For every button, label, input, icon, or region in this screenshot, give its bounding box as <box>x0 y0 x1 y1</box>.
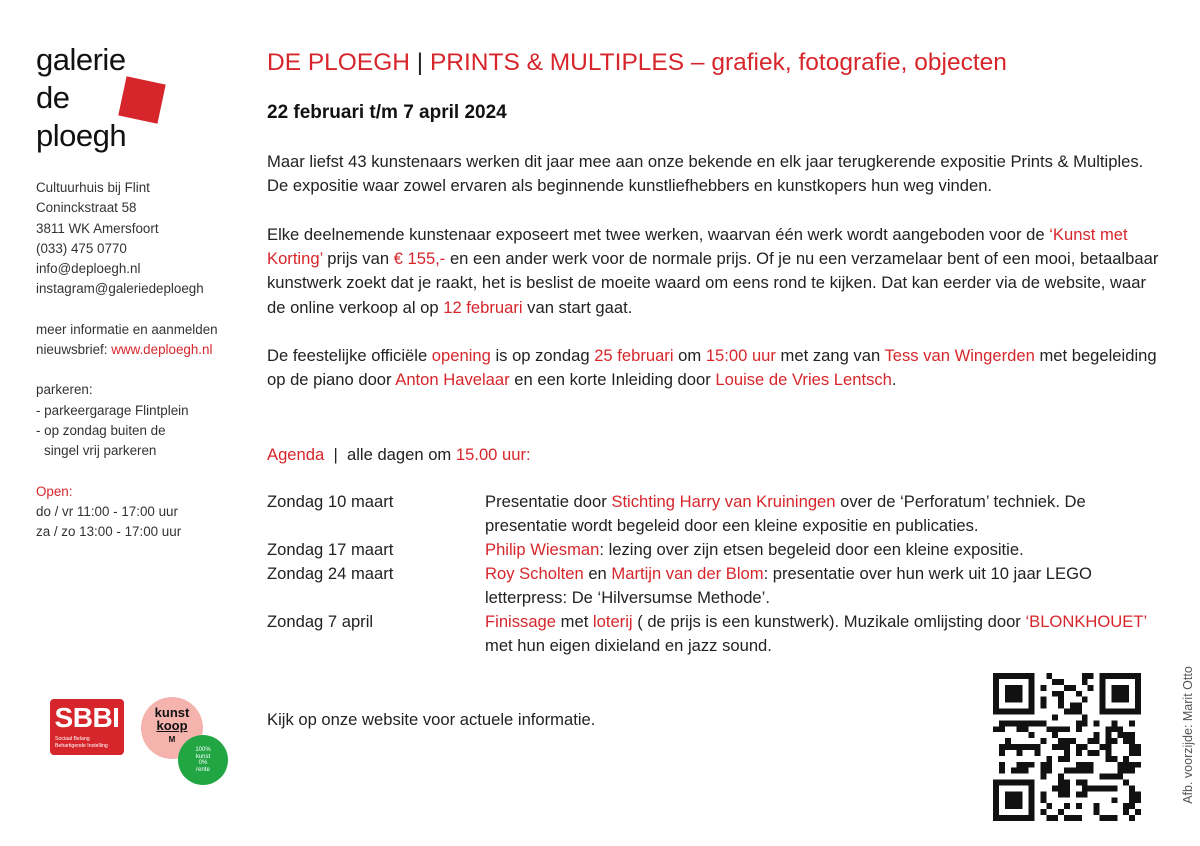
agenda-description: Philip Wiesman: lezing over zijn etsen begeleid door een kleine expositie. <box>485 540 1024 559</box>
title-part-a: DE PLOEGH <box>267 49 410 76</box>
agenda-day: Zondag 24 maart <box>267 564 394 583</box>
sbbi-subtitle: Sociaal Belang Behartigende Instelling <box>55 736 108 749</box>
badge-text: 100% kunst 0% rente <box>195 747 211 773</box>
parking-item: - parkeergarage Flintplein <box>36 402 189 418</box>
highlight-name: Louise de Vries Lentsch <box>715 370 892 390</box>
zero-interest-badge <box>178 735 228 785</box>
website-link[interactable]: www.deploegh.nl <box>111 342 213 358</box>
agenda-label: Agenda <box>267 445 325 464</box>
sbbi-text: SBBI <box>54 702 120 733</box>
parking-item: singel vrij parkeren <box>44 443 157 459</box>
logo-word-de: de <box>36 80 70 115</box>
sidebar <box>36 178 246 542</box>
intro-paragraph-1: Maar liefst 43 kunstenaars werken dit jaar mee aan onze bekende en elk jaar terugkerende expositie Prints & Multiples. De expositie waar zowel ervaren als beginnende kunstliefhebbers en kunstkopers hun weg vinden. <box>267 152 1144 196</box>
logo-word-ploegh: ploegh <box>36 118 127 153</box>
newsletter-line <box>36 340 246 360</box>
gallery-logo <box>36 44 176 164</box>
footer-note: Kijk op onze website voor actuele informatie. <box>267 710 596 729</box>
highlight-name: Tess van Wingerden <box>884 346 1035 365</box>
phone[interactable]: (033) 475 0770 <box>36 240 127 256</box>
image-credit <box>1178 655 1198 815</box>
opening-paragraph: De feestelijke officiële opening is op zondag 25 februari om 15:00 uur met zang van Tess van Wingerden met begeleiding op de piano door Anton Havelaar en een korte Inleiding door Louise de Vries Lentsch. <box>267 346 1157 390</box>
highlight-name: Anton Havelaar <box>395 370 510 390</box>
page-title <box>267 48 1167 78</box>
highlight-price: € 155,- <box>393 249 446 269</box>
highlight-date: 12 februari <box>443 297 523 317</box>
info-line: meer informatie en aanmelden <box>36 321 218 337</box>
qr-code-icon[interactable] <box>993 673 1141 821</box>
highlight-time: 15:00 uur <box>705 346 776 365</box>
instagram-link[interactable]: instagram@galeriedeploegh <box>36 281 204 297</box>
highlight-date: 25 februari <box>594 346 674 365</box>
intro-paragraph-2: Elke deelnemende kunstenaar exposeert met twee werken, waarvan één werk wordt aangeboden voor de ‘Kunst met Korting’ prijs van € 155,- en een ander werk voor de normale prijs. Of je nu een verzamelaar bent of een mooi, betaalbaar kunstwerk zoekt dat je raakt, het is beslist de moeite waard om eens rond te kijken. Dat kan eerder via de website, waar de online verkoop al op 12 februari van start gaat. <box>267 225 1159 317</box>
agenda-description: Roy Scholten en Martijn van der Blom: presentatie over hun werk uit 10 jaar LEGO letterpress: De ‘Hilversumse Methode’. <box>485 564 1092 608</box>
agenda-day: Zondag 7 april <box>267 612 374 631</box>
title-separator: | <box>416 49 424 76</box>
highlight-opening: opening <box>431 346 491 365</box>
opening-hours: do / vr 11:00 - 17:00 uur <box>36 503 178 519</box>
address-line: Coninckstraat 58 <box>36 200 137 216</box>
sbbi-logo <box>50 699 124 755</box>
agenda-description: Presentatie door Stichting Harry van Kruiningen over de ‘Perforatum’ techniek. De presentatie wordt begeleid door een kleine expositie en publicaties. <box>485 492 1086 536</box>
highlight-kunst-met-korting: ‘Kunst met Korting’ <box>267 225 1128 269</box>
email-link[interactable]: info@deploegh.nl <box>36 261 141 277</box>
parking-label: parkeren: <box>36 382 93 398</box>
address-line: 3811 WK Amersfoort <box>36 220 159 236</box>
agenda-day: Zondag 17 maart <box>267 540 394 559</box>
main-content <box>267 48 1167 656</box>
agenda-heading: Agenda | alle dagen om 15.00 uur: <box>267 445 531 464</box>
logo-red-square <box>118 76 165 123</box>
credit-text: Afb. voorzijde: Marit Otto <box>1181 666 1195 804</box>
exhibition-dates: 22 februari t/m 7 april 2024 <box>267 102 507 123</box>
logo-word-galerie: galerie <box>36 42 126 77</box>
agenda-time: 15.00 uur: <box>455 445 531 464</box>
kunstkoop-text: kunst <box>154 705 190 720</box>
agenda-day: Zondag 10 maart <box>267 492 394 511</box>
newsletter-label: nieuwsbrief: <box>36 342 108 358</box>
title-part-b: PRINTS & MULTIPLES – grafiek, fotografie, objecten <box>429 49 1007 76</box>
parking-item: - op zondag buiten de <box>36 422 166 438</box>
address-line: Cultuurhuis bij Flint <box>36 180 150 195</box>
agenda-description: Finissage met loterij ( de prijs is een kunstwerk). Muzikale omlijsting door ‘BLONKHOUET’ met hun eigen dixieland en jazz sound. <box>485 612 1147 656</box>
kunstkoop-text: koop <box>156 718 188 733</box>
opening-hours-label: Open: <box>36 483 73 499</box>
kunstkoop-mark: M <box>168 735 176 744</box>
opening-hours: za / zo 13:00 - 17:00 uur <box>36 524 182 540</box>
